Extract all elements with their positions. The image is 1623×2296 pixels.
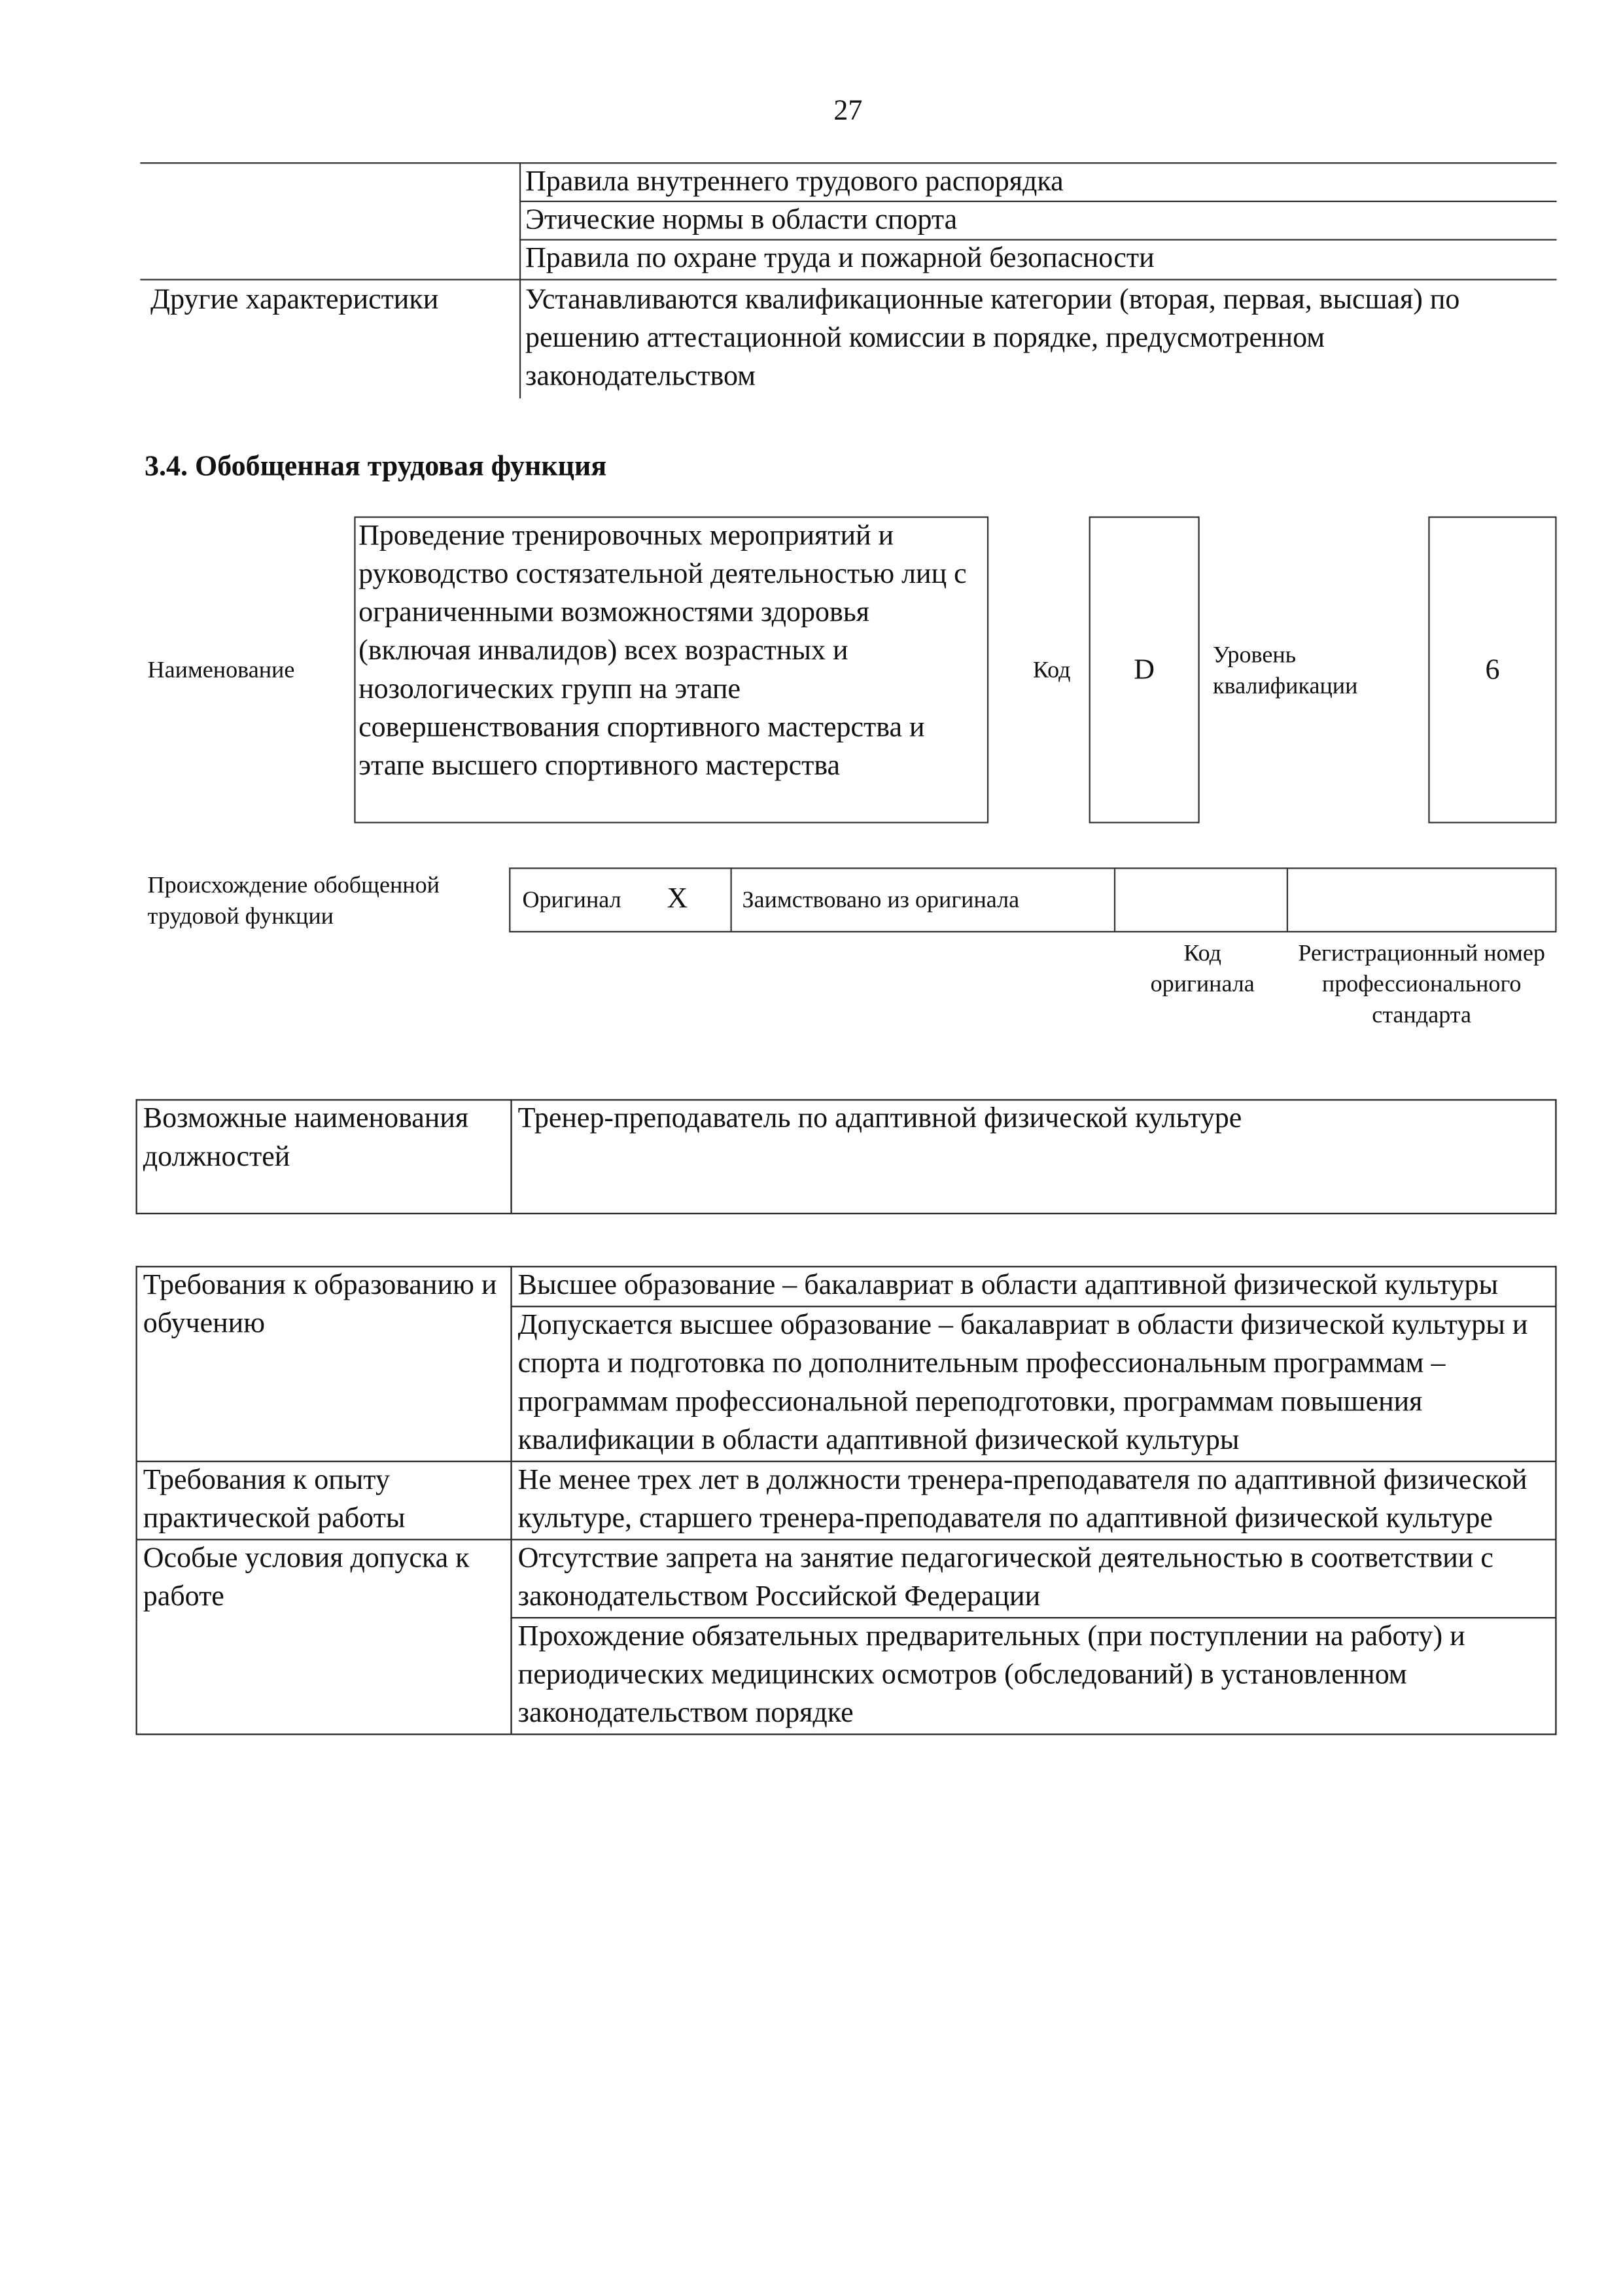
top-row-2: Этические нормы в области спорта bbox=[525, 205, 958, 236]
education-value-1: Высшее образование – бакалавриат в области адаптивной физической культуры bbox=[512, 1266, 1556, 1306]
borrowed-label: Заимствовано из оригинала bbox=[742, 888, 1020, 914]
education-value-2: Допускается высшее образование – бакалавриат в области физической культуры и спорта и подготовка по дополнительным профессиональным программам – программам профессиональной переподготовки, программам повышения квалификации в области адаптивной физической культуры bbox=[512, 1306, 1556, 1461]
experience-value: Не менее трех лет в должности тренера-преподавателя по адаптивной физической культуре, старшего тренера-преподавателя по адаптивной физической культуре bbox=[512, 1461, 1556, 1540]
level-label: Уровень квалификации bbox=[1213, 643, 1358, 700]
page-number: 27 bbox=[833, 96, 863, 127]
code-label: Код bbox=[1032, 657, 1071, 684]
level-value: 6 bbox=[1428, 516, 1556, 823]
top-row-3: Правила по охране труда и пожарной безопасности bbox=[525, 243, 1155, 275]
origin-label: Происхождение обобщенной трудовой функции bbox=[147, 873, 440, 930]
conditions-label: Особые условия допуска к работе bbox=[137, 1540, 512, 1735]
conditions-value-1: Отсутствие запрета на занятие педагогической деятельностью в соответствии с законодательством Российской Федерации bbox=[512, 1540, 1556, 1618]
original-mark: X bbox=[667, 884, 688, 915]
other-characteristics-value: Устанавливаются квалификационные категории (вторая, первая, высшая) по решению аттестационной комиссии в порядке, предусмотренном законодательством bbox=[525, 285, 1460, 392]
positions-label: Возможные наименования должностей bbox=[137, 1100, 512, 1213]
name-label: Наименование bbox=[147, 657, 295, 684]
other-characteristics-label: Другие характеристики bbox=[150, 285, 439, 316]
reg-number-label: Регистрационный номер профессионального стандарта bbox=[1298, 941, 1545, 1029]
original-label: Оригинал bbox=[522, 888, 621, 914]
experience-label: Требования к опыту практической работы bbox=[137, 1461, 512, 1540]
code-original-label: Код оригинала bbox=[1150, 941, 1255, 998]
requirements-table bbox=[136, 1266, 1557, 1735]
code-value: D bbox=[1089, 516, 1200, 823]
origin-table bbox=[509, 867, 1556, 932]
positions-table bbox=[136, 1099, 1557, 1214]
section-heading: 3.4. Обобщенная трудовая функция bbox=[145, 451, 607, 483]
education-label: Требования к образованию и обучению bbox=[137, 1266, 512, 1461]
top-row-1: Правила внутреннего трудового распорядка bbox=[525, 166, 1064, 198]
positions-value: Тренер-преподаватель по адаптивной физической культуре bbox=[512, 1100, 1556, 1213]
name-value: Проведение тренировочных мероприятий и руководство состязательной деятельностью лиц с ограниченными возможностями здоровья (включая инвалидов) всех возрастных и нозологических групп на этапе совершенствования спортивного мастерства и этапе высшего спортивного мастерства bbox=[354, 516, 988, 823]
conditions-value-2: Прохождение обязательных предварительных (при поступлении на работу) и периодических медицинских осмотров (обследований) в установленном законодательством порядке bbox=[512, 1618, 1556, 1734]
